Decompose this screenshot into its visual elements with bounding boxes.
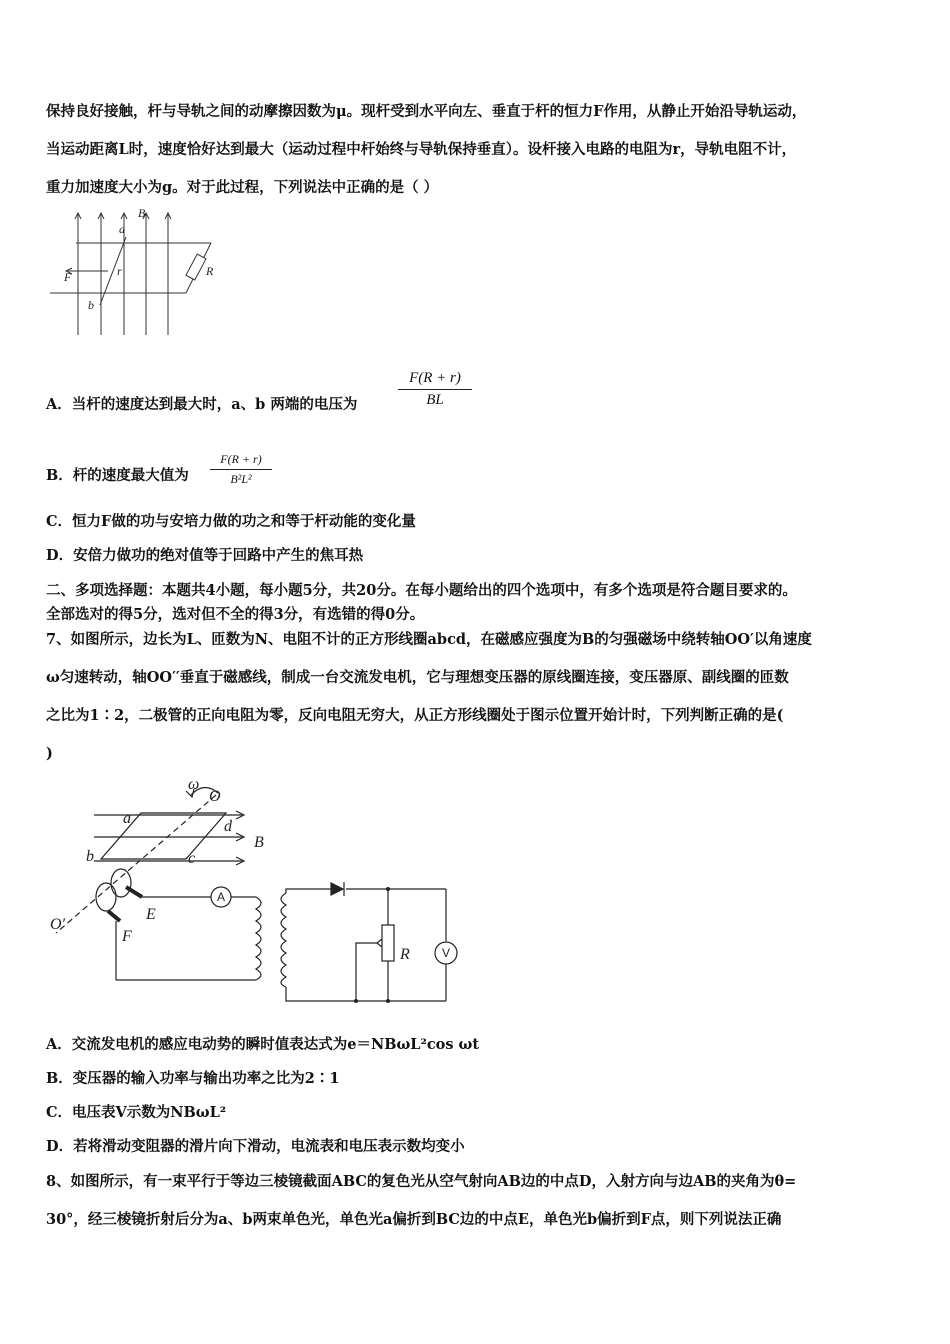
fig2-label-a: a	[123, 810, 131, 827]
fig2-label-O: O	[209, 788, 221, 805]
q6-option-B-numerator: F(R + r)	[220, 452, 262, 466]
fig1-label-r: r	[117, 264, 122, 278]
q7-text-line-4: )	[46, 745, 53, 762]
q6-option-D: D．安倍力做功的绝对值等于回路中产生的焦耳热	[46, 547, 364, 564]
section2-line-2: 全部选对的得5分，选对但不全的得3分，有选错的得0分。	[46, 606, 425, 623]
q6-text-line-2: 当运动距离L时，速度恰好达到最大（运动过程中杆始终与导轨保持垂直）。设杆接入电路的电阻为r，导轨电阻不计，	[46, 141, 797, 158]
fig2-label-O-prime: O′	[50, 916, 66, 933]
q6-option-B-fraction	[210, 452, 272, 487]
q8-text-line-1: 8、如图所示，有一束平行于等边三棱镜截面ABC的复色光从空气射向AB边的中点D，入射方向与边AB的夹角为θ=	[46, 1173, 797, 1190]
voltmeter-label: V	[441, 946, 451, 960]
fig2-label-R: R	[400, 946, 410, 963]
q7-generator-figure	[46, 775, 466, 1035]
fig1-label-R: R	[206, 264, 214, 278]
q7-text-line-2: ω匀速转动，轴OO′′垂直于磁感线，制成一台交流发电机，它与理想变压器的原线圈连接，变压器原、副线圈的匝数	[46, 669, 789, 686]
q6-option-A-numerator: F(R + r)	[409, 370, 461, 386]
fig2-label-b: b	[86, 848, 94, 865]
q6-text-line-3: 重力加速度大小为g。对于此过程，下列说法中正确的是（ ）	[46, 179, 439, 196]
fig2-label-F: F	[122, 928, 132, 945]
q6-option-A: A．当杆的速度达到最大时，a、b 两端的电压为	[46, 396, 358, 413]
fig2-label-omega: ω	[188, 776, 200, 793]
q7-option-D: D．若将滑动变阻器的滑片向下滑动，电流表和电压表示数均变小	[46, 1138, 465, 1155]
q6-text-line-1: 保持良好接触，杆与导轨之间的动摩擦因数为μ。现杆受到水平向左、垂直于杆的恒力F作用，从静止开始沿导轨运动，	[46, 103, 807, 120]
fig2-label-d: d	[224, 818, 232, 835]
fig2-label-c: c	[188, 850, 196, 867]
q8-text-line-2: 30°，经三棱镜折射后分为a、b两束单色光，单色光a偏折到BC边的中点E，单色光b偏折到F点，则下列说法正确	[46, 1211, 782, 1228]
fig1-label-B: B	[138, 206, 146, 220]
q6-option-A-denominator: BL	[426, 392, 444, 408]
fig1-label-b: b	[88, 298, 94, 312]
q6-option-B: B．杆的速度最大值为	[46, 467, 189, 484]
fig2-label-B: B	[254, 834, 264, 851]
q6-rail-figure	[46, 205, 236, 340]
q6-option-B-denominator: B²L²	[230, 472, 252, 486]
q7-option-C: C．电压表V示数为NBωL²	[46, 1104, 227, 1121]
fig1-label-a: a	[119, 222, 125, 236]
fig2-label-E: E	[146, 906, 156, 923]
q6-option-C: C．恒力F做的功与安培力做的功之和等于杆动能的变化量	[46, 513, 416, 530]
q7-option-A: A．交流发电机的感应电动势的瞬时值表达式为e＝NBωL²cos ωt	[46, 1036, 480, 1053]
q7-option-B: B．变压器的输入功率与输出功率之比为2∶1	[46, 1070, 340, 1087]
fig1-label-F: F	[64, 270, 72, 284]
q6-option-A-fraction	[398, 370, 472, 409]
section2-line-1: 二、多项选择题：本题共4小题，每小题5分，共20分。在每小题给出的四个选项中，有多个选项是符合题目要求的。	[46, 582, 797, 599]
q7-text-line-1: 7、如图所示，边长为L、匝数为N、电阻不计的正方形线圈abcd，在磁感应强度为B的匀强磁场中绕转轴OO′以角速度	[46, 631, 812, 648]
q7-text-line-3: 之比为1∶2，二极管的正向电阻为零，反向电阻无穷大，从正方形线圈处于图示位置开始计时，下列判断正确的是(	[46, 707, 784, 724]
ammeter-label: A	[216, 890, 226, 904]
